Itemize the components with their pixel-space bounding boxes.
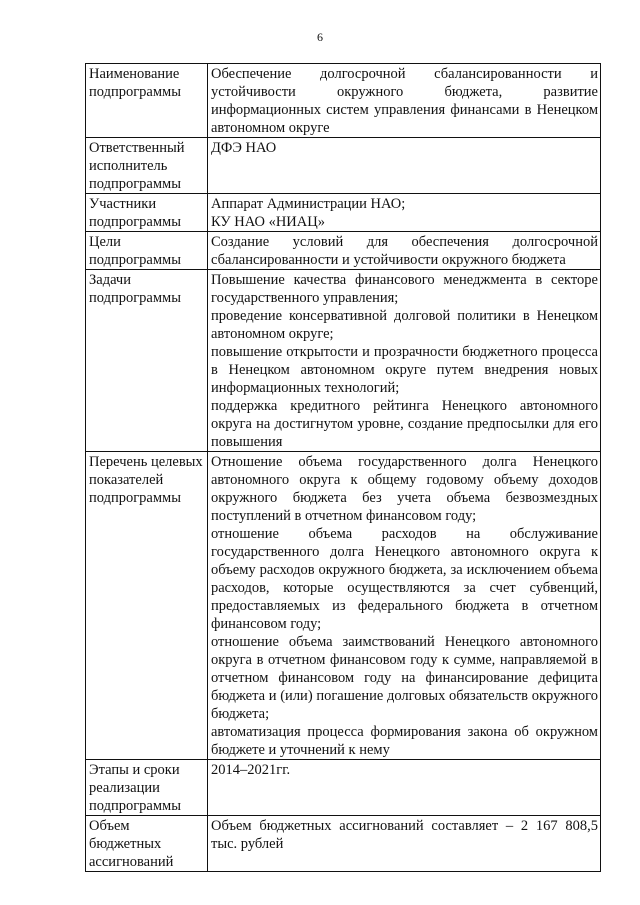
row-label: Цели подпрограммы (86, 232, 208, 270)
row-paragraph: отношение объема расходов на обслуживание государственного долга Ненецкого автономного округа к объему расходов окружного бюджета, за исключением объема расходов, которые осуществляются за счет субвенций, предоставляемых из федерального бюджета в отчетном финансовом году; (211, 526, 598, 632)
table-row (86, 270, 601, 452)
row-label: Ответственный исполнитель подпрограммы (86, 138, 208, 194)
row-label: Задачи подпрограммы (86, 270, 208, 452)
row-paragraph: Отношение объема государственного долга Ненецкого автономного округа к общему годовому объему доходов окружного бюджета без учета объема безвозмездных поступлений в отчетном финансовом году; (211, 454, 598, 524)
table-row (86, 452, 601, 760)
row-value (208, 194, 601, 232)
row-paragraph: поддержка кредитного рейтинга Ненецкого автономного округа на достигнутом уровне, создание предпосылки для его повышения (211, 398, 598, 450)
row-paragraph: отношение объема заимствований Ненецкого автономного округа в отчетном финансовом году к сумме, направляемой в отчетном финансовом году на финансирование дефицита бюджета и (или) погашение долговых обязательств окружного бюджета; (211, 634, 598, 722)
row-value (208, 816, 601, 872)
table-row (86, 194, 601, 232)
row-value (208, 232, 601, 270)
row-value (208, 270, 601, 452)
row-label: Перечень целевых показателей подпрограммы (86, 452, 208, 760)
row-paragraph: Объем бюджетных ассигнований составляет – 2 167 808,5 тыс. рублей (211, 818, 598, 852)
subprogram-passport-table (85, 63, 601, 872)
row-value (208, 452, 601, 760)
row-paragraph: Аппарат Администрации НАО; (211, 196, 406, 212)
row-paragraph: проведение консервативной долговой политики в Ненецком автономном округе; (211, 308, 598, 342)
table-row (86, 232, 601, 270)
row-value (208, 64, 601, 138)
row-label: Участники подпрограммы (86, 194, 208, 232)
table-row (86, 138, 601, 194)
row-paragraph: Создание условий для обеспечения долгосрочной сбалансированности и устойчивости окружного бюджета (211, 234, 598, 268)
row-paragraph: Обеспечение долгосрочной сбалансированности и устойчивости окружного бюджета, развитие информационных систем управления финансами в Ненецком автономном округе (211, 66, 598, 136)
table-row (86, 64, 601, 138)
table-row (86, 760, 601, 816)
row-label: Объем бюджетных ассигнований (86, 816, 208, 872)
row-label: Этапы и сроки реализации подпрограммы (86, 760, 208, 816)
row-paragraph: Повышение качества финансового менеджмента в секторе государственного управления; (211, 272, 598, 306)
page-number: 6 (317, 30, 323, 44)
row-paragraph: 2014–2021гг. (211, 762, 291, 778)
row-value (208, 760, 601, 816)
row-paragraph: КУ НАО «НИАЦ» (211, 214, 325, 230)
row-label: Наименование подпрограммы (86, 64, 208, 138)
row-value (208, 138, 601, 194)
row-paragraph: автоматизация процесса формирования закона об окружном бюджете и уточнений к нему (211, 724, 598, 758)
row-paragraph: повышение открытости и прозрачности бюджетного процесса в Ненецком автономном округе путем внедрения новых информационных технологий; (211, 344, 598, 396)
row-paragraph: ДФЭ НАО (211, 140, 277, 156)
table-row (86, 816, 601, 872)
